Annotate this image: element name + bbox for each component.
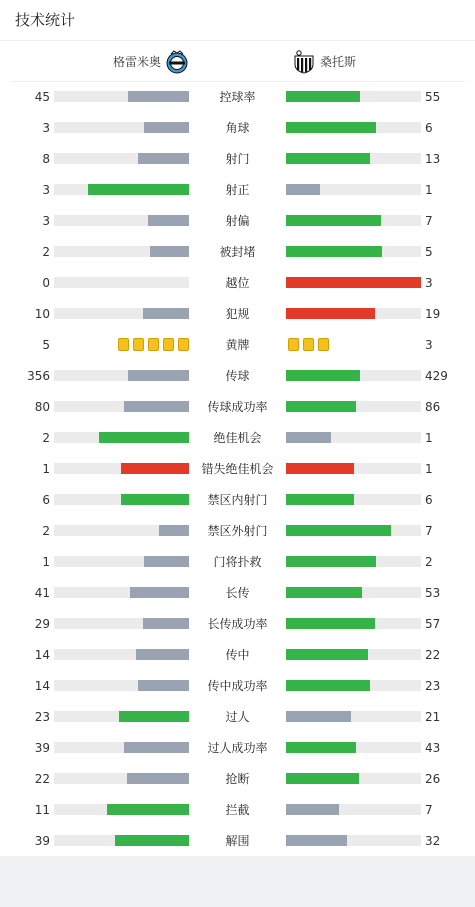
stat-row xyxy=(0,707,475,727)
stat-row xyxy=(0,800,475,820)
away-bar-track xyxy=(286,215,421,226)
stat-row xyxy=(0,769,475,789)
away-bar-track xyxy=(286,91,421,102)
home-bar-fill xyxy=(138,680,189,691)
home-bar-fill xyxy=(143,618,189,629)
stat-row xyxy=(0,676,475,696)
home-bar-fill xyxy=(121,463,189,474)
away-team[interactable] xyxy=(292,49,356,75)
away-bar-track xyxy=(286,835,421,846)
away-bar-track xyxy=(286,463,421,474)
stat-label: 禁区内射门 xyxy=(207,493,268,507)
yellow-card-icon xyxy=(163,338,174,351)
home-bar-track xyxy=(54,215,189,226)
away-bar-fill xyxy=(286,215,381,226)
stat-row xyxy=(0,552,475,572)
stat-label: 过人成功率 xyxy=(207,741,268,755)
away-bar-fill xyxy=(286,432,331,443)
home-bar-fill xyxy=(128,91,189,102)
stat-row xyxy=(0,831,475,851)
home-bar-track xyxy=(54,308,189,319)
stat-row xyxy=(0,211,475,231)
away-value: 7 xyxy=(425,803,433,817)
away-bar-track xyxy=(286,618,421,629)
away-value: 3 xyxy=(425,276,433,290)
away-value: 23 xyxy=(425,679,441,693)
away-bar-track xyxy=(286,494,421,505)
home-value: 80 xyxy=(34,400,50,414)
home-bar-track xyxy=(54,463,189,474)
stat-row xyxy=(0,87,475,107)
away-bar-fill xyxy=(286,742,356,753)
away-bar-fill xyxy=(286,649,368,660)
home-value: 11 xyxy=(34,803,50,817)
home-bar-fill xyxy=(159,525,189,536)
home-value: 45 xyxy=(34,90,50,104)
stat-label: 禁区外射门 xyxy=(207,524,268,538)
home-bar-fill xyxy=(143,308,189,319)
away-value: 19 xyxy=(425,307,441,321)
stat-row xyxy=(0,428,475,448)
yellow-card-icon xyxy=(288,338,299,351)
stat-label: 门将扑救 xyxy=(213,555,262,569)
stat-row xyxy=(0,304,475,324)
home-bar-track xyxy=(54,587,189,598)
home-value: 3 xyxy=(42,214,50,228)
home-bar-track xyxy=(54,401,189,412)
away-bar-track xyxy=(286,401,421,412)
away-bar-track xyxy=(286,742,421,753)
away-value: 2 xyxy=(425,555,433,569)
stat-label: 抢断 xyxy=(225,772,250,786)
home-bar-track xyxy=(54,649,189,660)
home-value: 2 xyxy=(42,431,50,445)
home-value: 39 xyxy=(34,834,50,848)
home-value: 3 xyxy=(42,183,50,197)
stat-row xyxy=(0,366,475,386)
home-value: 23 xyxy=(34,710,50,724)
stat-row xyxy=(0,335,475,355)
stat-label: 传球 xyxy=(225,369,250,383)
stat-label: 长传 xyxy=(225,586,250,600)
stat-label: 绝佳机会 xyxy=(213,431,262,445)
away-bar-fill xyxy=(286,401,356,412)
stat-row xyxy=(0,118,475,138)
away-bar-fill xyxy=(286,184,320,195)
home-bar-track xyxy=(54,153,189,164)
gremio-crest-icon xyxy=(165,50,189,74)
stat-label: 越位 xyxy=(225,276,250,290)
away-bar-fill xyxy=(286,463,354,474)
home-value: 14 xyxy=(34,679,50,693)
away-value: 1 xyxy=(425,431,433,445)
away-value: 7 xyxy=(425,214,433,228)
away-bar-track xyxy=(286,773,421,784)
stat-row xyxy=(0,583,475,603)
away-value: 21 xyxy=(425,710,441,724)
home-bar-track xyxy=(54,835,189,846)
stat-row xyxy=(0,242,475,262)
stat-label: 射偏 xyxy=(225,214,250,228)
stat-row xyxy=(0,645,475,665)
stat-row xyxy=(0,459,475,479)
stat-label: 黄牌 xyxy=(225,338,250,352)
away-value: 5 xyxy=(425,245,433,259)
home-bar-fill xyxy=(88,184,189,195)
yellow-card-icon xyxy=(303,338,314,351)
stat-row xyxy=(0,490,475,510)
away-value: 429 xyxy=(425,369,448,383)
away-bar-track xyxy=(286,308,421,319)
away-value: 6 xyxy=(425,121,433,135)
home-bar-fill xyxy=(121,494,189,505)
home-value: 6 xyxy=(42,493,50,507)
away-bar-fill xyxy=(286,587,362,598)
home-bar-track xyxy=(54,277,189,288)
home-value: 356 xyxy=(27,369,50,383)
home-bar-fill xyxy=(148,215,189,226)
home-value: 29 xyxy=(34,617,50,631)
stat-row xyxy=(0,149,475,169)
stat-label: 控球率 xyxy=(219,90,256,104)
home-bar-fill xyxy=(136,649,189,660)
stat-label: 射门 xyxy=(225,152,250,166)
away-bar-track xyxy=(286,587,421,598)
away-value: 3 xyxy=(425,338,433,352)
yellow-card-icon xyxy=(148,338,159,351)
home-value: 14 xyxy=(34,648,50,662)
away-value: 43 xyxy=(425,741,441,755)
home-value: 1 xyxy=(42,462,50,476)
away-bar-fill xyxy=(286,680,370,691)
home-value: 2 xyxy=(42,524,50,538)
home-bar-track xyxy=(54,711,189,722)
away-value: 55 xyxy=(425,90,441,104)
stat-row xyxy=(0,397,475,417)
page-title: 技术统计 xyxy=(15,11,76,29)
away-bar-track xyxy=(286,649,421,660)
away-yellow-cards xyxy=(286,338,329,351)
santos-crest-icon xyxy=(292,50,316,74)
home-value: 1 xyxy=(42,555,50,569)
stat-row xyxy=(0,180,475,200)
away-bar-fill xyxy=(286,494,354,505)
home-bar-track xyxy=(54,184,189,195)
away-bar-fill xyxy=(286,711,351,722)
stat-label: 被封堵 xyxy=(219,245,256,259)
stat-label: 射正 xyxy=(225,183,250,197)
home-bar-track xyxy=(54,432,189,443)
away-value: 26 xyxy=(425,772,441,786)
home-bar-fill xyxy=(99,432,189,443)
stat-label: 长传成功率 xyxy=(207,617,268,631)
home-bar-track xyxy=(54,556,189,567)
home-bar-fill xyxy=(128,370,189,381)
home-bar-fill xyxy=(115,835,189,846)
away-bar-track xyxy=(286,184,421,195)
yellow-card-icon xyxy=(133,338,144,351)
away-value: 1 xyxy=(425,183,433,197)
stat-label: 拦截 xyxy=(225,803,250,817)
away-value: 57 xyxy=(425,617,441,631)
away-bar-fill xyxy=(286,246,382,257)
away-bar-fill xyxy=(286,804,339,815)
home-bar-track xyxy=(54,246,189,257)
away-bar-track xyxy=(286,246,421,257)
home-value: 8 xyxy=(42,152,50,166)
away-bar-track xyxy=(286,153,421,164)
stat-label: 角球 xyxy=(225,121,250,135)
stat-label: 传中 xyxy=(225,648,250,662)
away-bar-fill xyxy=(286,835,347,846)
away-bar-track xyxy=(286,804,421,815)
away-bar-fill xyxy=(286,153,370,164)
away-bar-fill xyxy=(286,773,359,784)
away-value: 6 xyxy=(425,493,433,507)
stat-row xyxy=(0,614,475,634)
stat-label: 传中成功率 xyxy=(207,679,268,693)
stat-label: 过人 xyxy=(225,710,250,724)
home-team[interactable] xyxy=(113,49,189,75)
home-bar-fill xyxy=(124,742,189,753)
teams-divider xyxy=(10,81,465,82)
home-bar-track xyxy=(54,494,189,505)
home-bar-fill xyxy=(124,401,189,412)
home-bar-track xyxy=(54,525,189,536)
away-value: 1 xyxy=(425,462,433,476)
home-value: 3 xyxy=(42,121,50,135)
stat-label: 错失绝佳机会 xyxy=(201,462,274,476)
yellow-card-icon xyxy=(318,338,329,351)
away-value: 7 xyxy=(425,524,433,538)
home-bar-fill xyxy=(127,773,189,784)
away-value: 13 xyxy=(425,152,441,166)
home-bar-track xyxy=(54,742,189,753)
home-value: 39 xyxy=(34,741,50,755)
away-bar-track xyxy=(286,370,421,381)
home-bar-fill xyxy=(144,122,189,133)
away-bar-track xyxy=(286,680,421,691)
home-bar-fill xyxy=(138,153,189,164)
home-bar-fill xyxy=(107,804,189,815)
yellow-card-icon xyxy=(178,338,189,351)
away-bar-track xyxy=(286,556,421,567)
away-bar-fill xyxy=(286,618,375,629)
home-bar-track xyxy=(54,773,189,784)
away-value: 22 xyxy=(425,648,441,662)
home-bar-fill xyxy=(144,556,189,567)
home-value: 2 xyxy=(42,245,50,259)
home-bar-fill xyxy=(150,246,189,257)
away-value: 86 xyxy=(425,400,441,414)
stat-row xyxy=(0,738,475,758)
away-bar-fill xyxy=(286,122,376,133)
stat-label: 传球成功率 xyxy=(207,400,268,414)
home-value: 22 xyxy=(34,772,50,786)
away-bar-fill xyxy=(286,91,360,102)
home-value: 41 xyxy=(34,586,50,600)
away-value: 32 xyxy=(425,834,441,848)
home-value: 10 xyxy=(34,307,50,321)
home-bar-track xyxy=(54,122,189,133)
home-bar-fill xyxy=(119,711,189,722)
stat-label: 解围 xyxy=(225,834,250,848)
away-bar-fill xyxy=(286,277,421,288)
away-bar-track xyxy=(286,525,421,536)
yellow-card-icon xyxy=(118,338,129,351)
home-bar-track xyxy=(54,370,189,381)
stat-row xyxy=(0,273,475,293)
home-bar-track xyxy=(54,618,189,629)
stat-label: 犯规 xyxy=(225,307,250,321)
home-value: 5 xyxy=(42,338,50,352)
away-bar-track xyxy=(286,432,421,443)
away-bar-fill xyxy=(286,525,391,536)
home-team-name: 格雷米奥 xyxy=(113,55,162,69)
header-divider xyxy=(0,40,475,41)
home-value: 0 xyxy=(42,276,50,290)
home-bar-fill xyxy=(130,587,189,598)
away-bar-track xyxy=(286,711,421,722)
home-yellow-cards xyxy=(116,338,189,351)
away-bar-fill xyxy=(286,308,375,319)
away-bar-fill xyxy=(286,556,376,567)
home-bar-track xyxy=(54,804,189,815)
home-bar-track xyxy=(54,91,189,102)
away-bar-track xyxy=(286,122,421,133)
stat-row xyxy=(0,521,475,541)
away-bar-fill xyxy=(286,370,360,381)
away-bar-track xyxy=(286,277,421,288)
away-team-name: 桑托斯 xyxy=(320,55,357,69)
away-value: 53 xyxy=(425,586,441,600)
home-bar-track xyxy=(54,680,189,691)
